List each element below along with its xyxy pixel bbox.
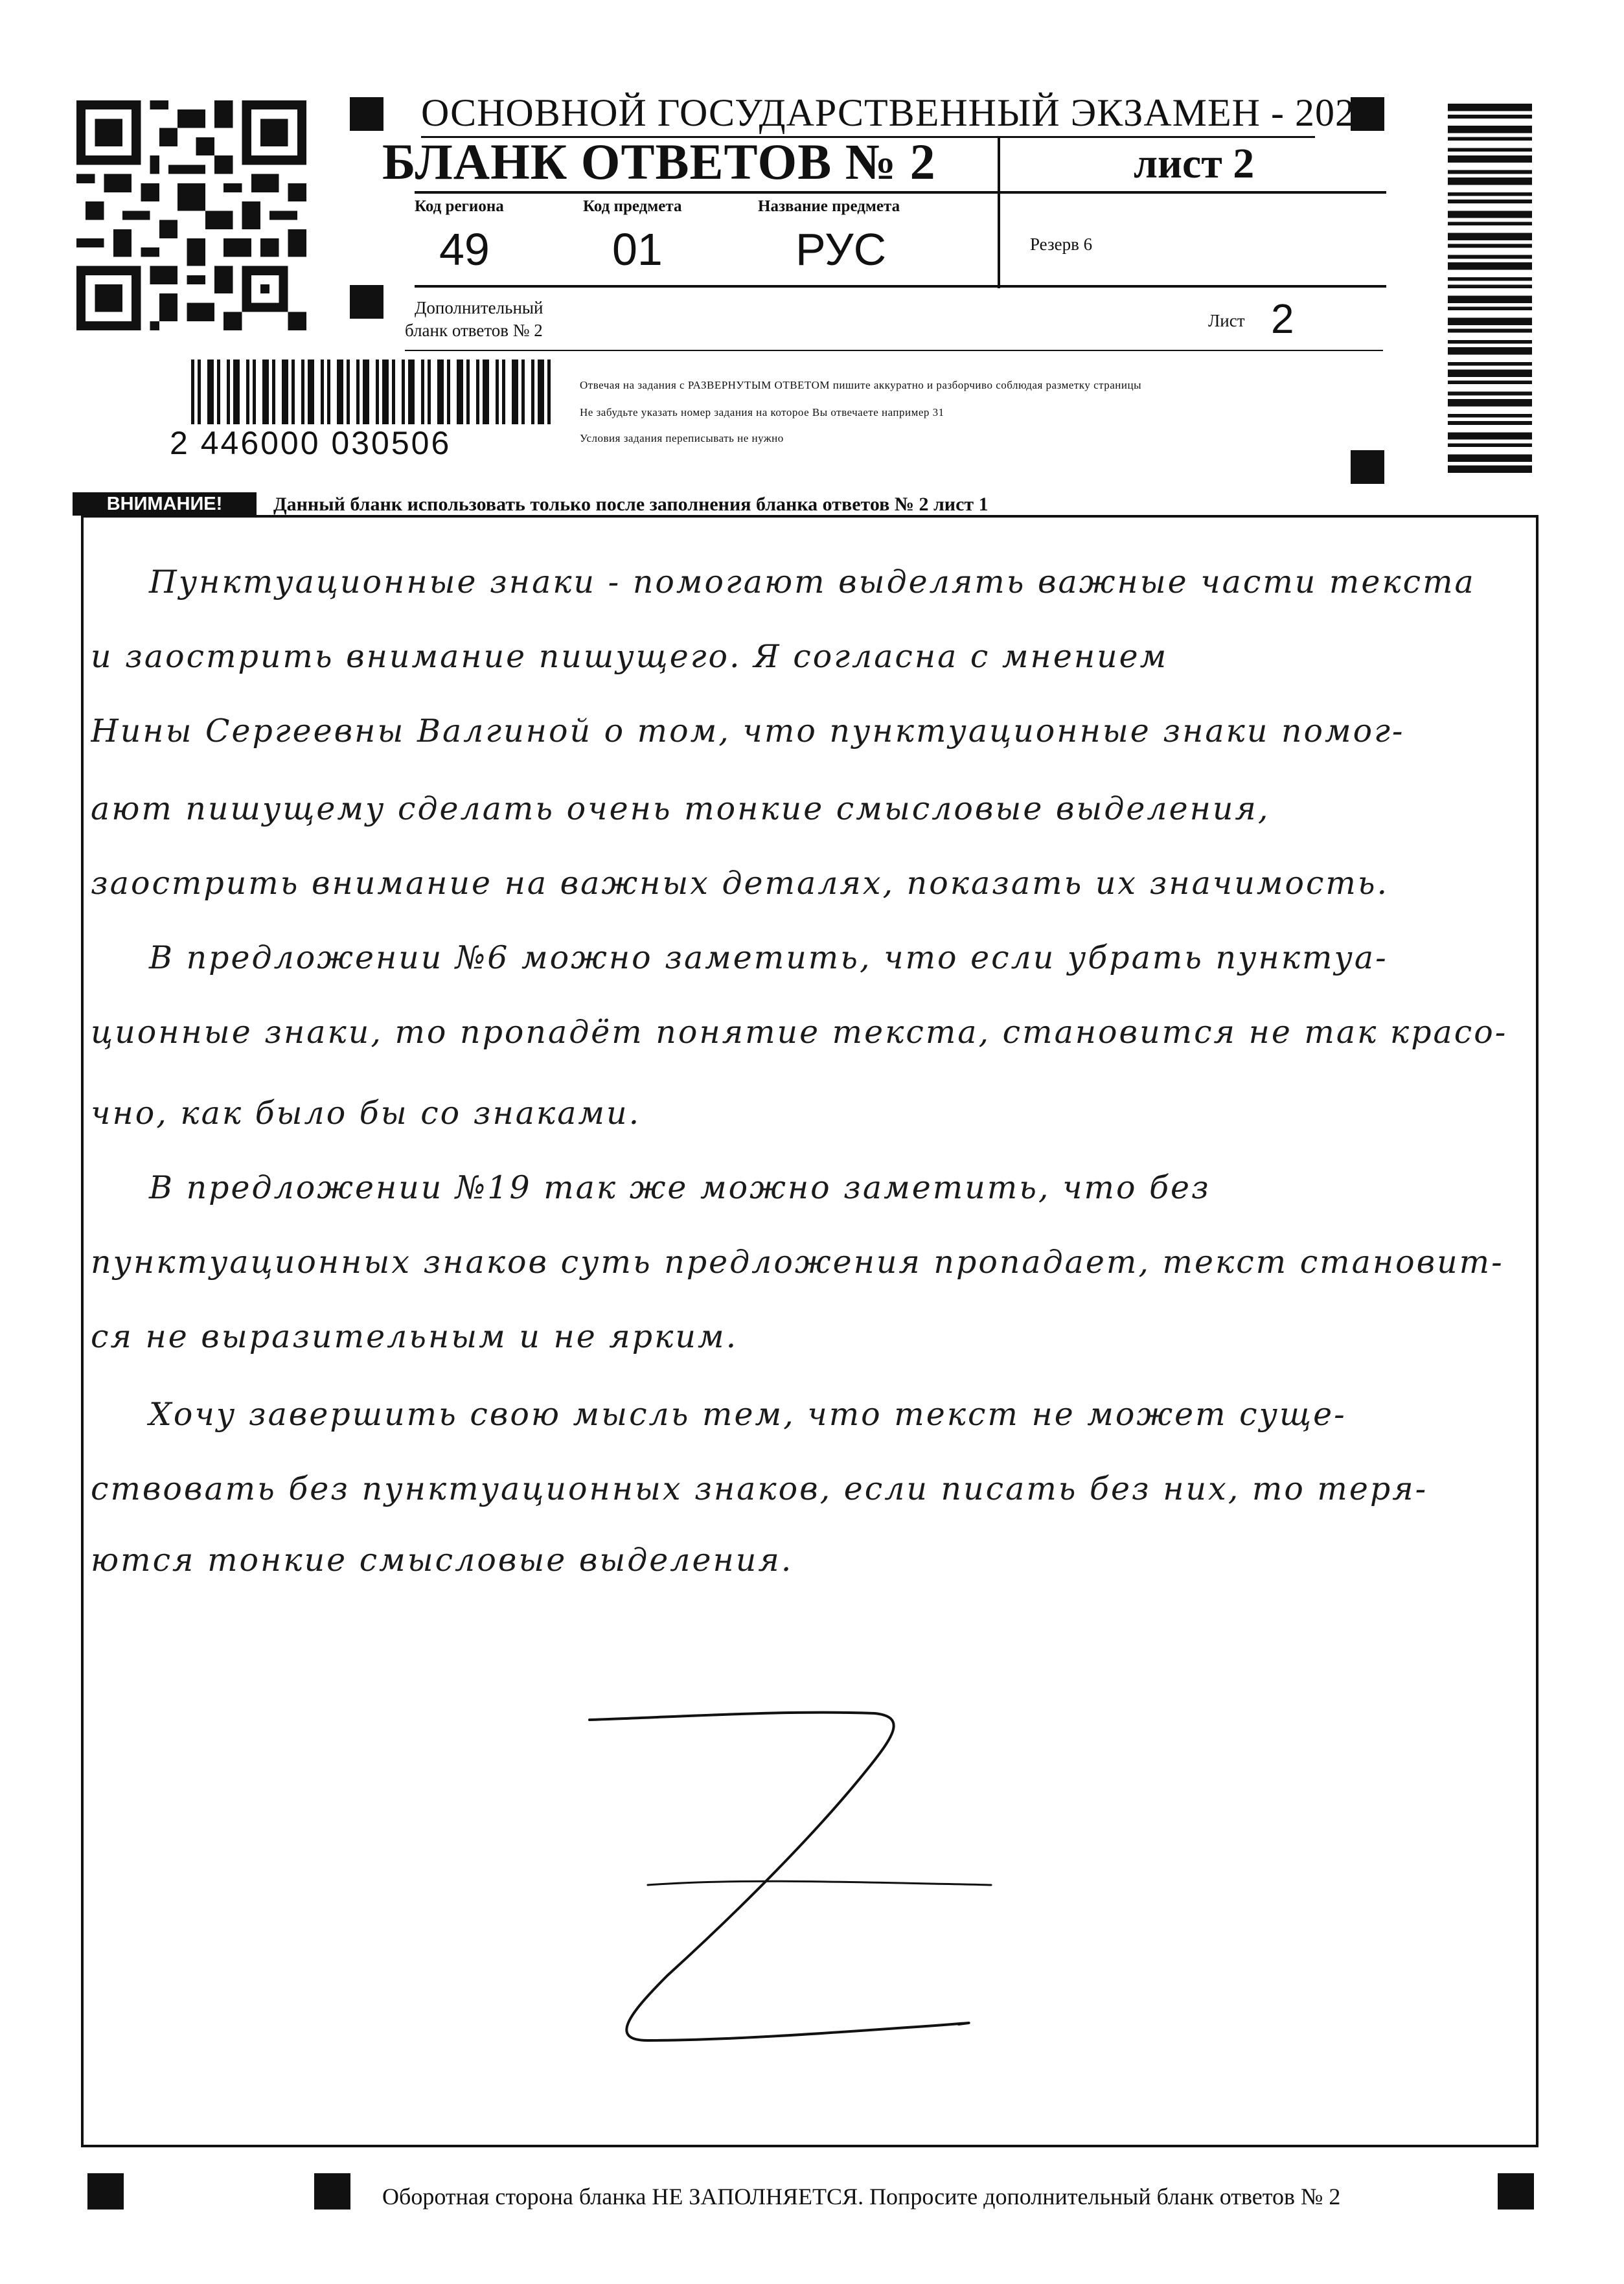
subject-code-value: 01 [612, 224, 663, 275]
z-strike-mark [570, 1697, 1011, 2060]
subject-code-label: Код предмета [583, 198, 682, 215]
answer-line: ся не выразительным и не ярким. [91, 1318, 738, 1355]
sheet-value: 2 [1271, 295, 1294, 342]
answer-line: В предложении №19 так же можно заметить, что без [149, 1169, 1211, 1206]
answer-line: ают пишущему сделать очень тонкие смысловые выделения, [91, 790, 1270, 827]
instruction-line: Отвечая на задания с РАЗВЕРНУТЫМ ОТВЕТОМ пишите аккуратно и разборчиво соблюдая разметку страницы [580, 379, 1142, 391]
qr-code-icon [76, 100, 306, 330]
sheet-title: лист 2 [1134, 140, 1255, 187]
answer-line: заострить внимание на важных деталях, показать их значимость. [91, 865, 1390, 902]
divider [415, 285, 1386, 288]
answer-line: Нины Сергеевны Валгиной о том, что пунктуационные знаки помог- [91, 713, 1405, 749]
attention-badge: ВНИМАНИЕ! [73, 492, 257, 516]
registration-marker [350, 285, 383, 319]
extra-forms-label: Дополнительный [415, 298, 543, 317]
answer-line: ционные знаки, то пропадёт понятие текста, становится не так красо- [91, 1014, 1508, 1051]
instruction-line: Не забудьте указать номер задания на которое Вы отвечаете например 31 [580, 406, 944, 418]
sheet-label: Лист [1208, 311, 1245, 330]
divider [405, 350, 1383, 351]
exam-title: ОСНОВНОЙ ГОСУДАРСТВЕННЫЙ ЭКЗАМЕН - 2024 [421, 91, 1375, 134]
answer-line: ются тонкие смысловые выделения. [91, 1542, 794, 1579]
answer-line: пунктуационных знаков суть предложения пропадает, текст становит- [91, 1244, 1504, 1281]
answer-line: и заострить внимание пишущего. Я согласна с мнением [91, 638, 1169, 675]
divider [998, 136, 1000, 288]
subject-name-value: РУС [795, 224, 887, 275]
region-value: 49 [439, 224, 490, 275]
barcode-icon [191, 360, 551, 424]
form-title: БЛАНК ОТВЕТОВ № 2 [382, 133, 936, 190]
reserve-label: Резерв 6 [1030, 234, 1093, 254]
registration-marker [314, 2173, 350, 2210]
instruction-line: Условия задания переписывать не нужно [580, 432, 784, 444]
extra-forms-label: бланк ответов № 2 [405, 321, 543, 340]
answer-line: ствовать без пунктуационных знаков, если писать без них, то теря- [91, 1470, 1428, 1507]
registration-marker [87, 2173, 124, 2210]
answer-line: чно, как было бы со знаками. [91, 1095, 641, 1132]
registration-marker [1498, 2173, 1534, 2210]
answer-line: Пунктуационные знаки - помогают выделять важные части текста [149, 564, 1476, 600]
subject-name-label: Название предмета [758, 198, 900, 215]
registration-marker [1351, 450, 1384, 484]
barcode-icon [1448, 104, 1532, 473]
answer-line: В предложении №6 можно заметить, что если убрать пунктуа- [149, 939, 1388, 976]
barcode-number: 2 446000 030506 [170, 425, 452, 461]
divider [415, 191, 1386, 194]
registration-marker [350, 97, 383, 131]
answer-line: Хочу завершить свою мысль тем, что текст не может суще- [149, 1396, 1347, 1433]
region-label: Код региона [415, 198, 504, 215]
attention-text: Данный бланк использовать только после заполнения бланка ответов № 2 лист 1 [273, 494, 989, 515]
footer-note: Оборотная сторона бланка НЕ ЗАПОЛНЯЕТСЯ. Попросите дополнительный бланк ответов № 2 [382, 2184, 1341, 2210]
